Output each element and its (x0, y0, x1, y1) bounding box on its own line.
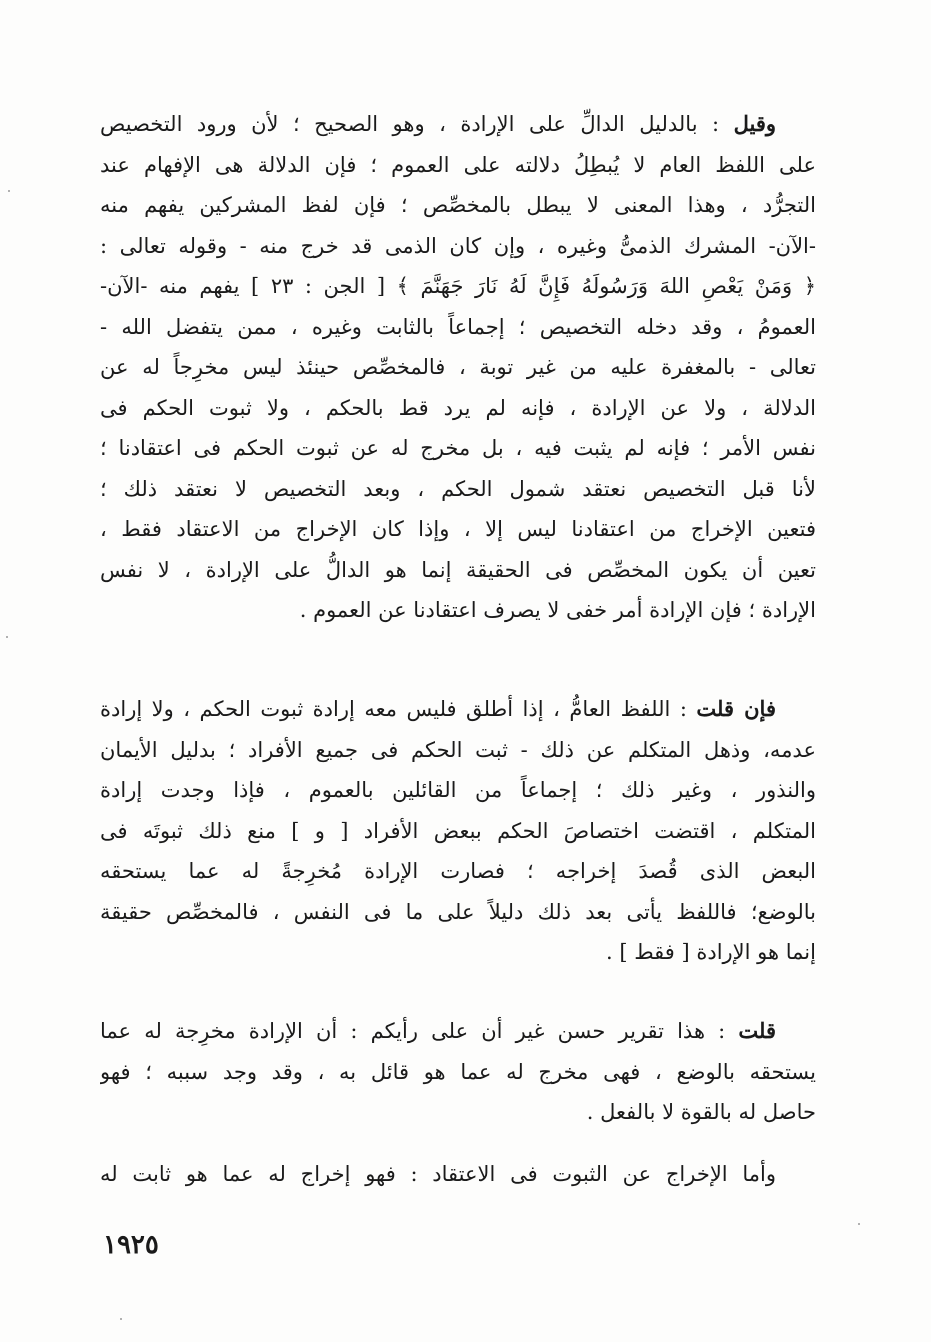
page-number: ١٩٢٥ (103, 1230, 159, 1260)
paragraph-lead-word: قلت (738, 1018, 776, 1043)
text-line: تعين أن يكون المخصِّص فى الحقيقة إنما هو الدالُّ على الإرادة ، لا نفس (100, 557, 816, 582)
text-line: إنما هو الإرادة [ فقط ] . (606, 940, 816, 964)
text-line: البعض الذى قُصدَ إخراجه ؛ فصارت الإرادة مُخرِجةً له عما يستحقه (100, 859, 816, 883)
text-line: المتكلم ، اقتضت اختصاصَ الحكم ببعض الأفراد [ و ] منع ذلك ثبوتَه فى (100, 818, 816, 843)
paragraph-2-body (100, 689, 816, 973)
text-line: الدلالة ، ولا عن الإرادة ، فإنه لم يرد قط بالحكم ، ولا ثبوت الحكم فى (100, 395, 816, 420)
text-line: قلت : هذا تقرير حسن غير أن على رأيكم : أن الإرادة مخرِجة له عما (100, 1018, 776, 1043)
text-line: فتعين الإخراج من اعتقادنا ليس إلا ، وإذا كان الإخراج من الاعتقاد فقط ، (100, 517, 816, 541)
text-line: ﴿ وَمَنْ يَعْصِ اللهَ وَرَسُولَهُ فَإِنَّ لَهُ نَارَ جَهَنَّمَ ﴾ [ الجن : ٢٣ ] يفهم منه -الآن- (100, 274, 816, 298)
text-line: يستحقه بالوضع ، فهى مخرج له عما هو قائل به ، وقد وجد سببه ؛ فهو (100, 1059, 816, 1084)
text-line: العمومُ ، وقد دخله التخصيص ؛ إجماعاً بالثابت وغيره ، ممن يتفضل الله - (100, 314, 816, 339)
text-line: عدمه، وذهل المتكلم عن ذلك - ثبت الحكم فى جميع الأفراد ؛ بدليل الأيمان (100, 737, 816, 762)
scan-speck (6, 636, 8, 638)
text-line: لأنا قبل التخصيص نعتقد شمول الحكم ، وبعد التخصيص لا نعتقد ذلك ؛ (100, 476, 816, 501)
text-line: -الآن- المشرك الذمىُّ وغيره ، وإن كان الذمى قد خرج منه - وقوله تعالى : (100, 233, 816, 258)
text-line: الإرادة ؛ فإن الإرادة أمر خفى لا يصرف اعتقادنا عن العموم . (299, 598, 816, 622)
text-line: وقيل : بالدليل الدالِّ على الإرادة ، وهو الصحيح ؛ لأن ورود التخصيص (100, 111, 776, 136)
text-line: والنذور ، وغير ذلك ؛ إجماعاً من القائلين بالعموم ، فإذا وجدت إرادة (100, 778, 816, 802)
scan-speck (120, 1318, 122, 1320)
paragraph-1-body (100, 104, 816, 631)
text-line: التجرُّد ، وهذا المعنى لا يبطل بالمخصِّص ؛ فإن لفظ المشركين يفهم منه (100, 193, 816, 217)
paragraph-wa-qila (100, 104, 816, 631)
text-line: على اللفظ العام لا يُبطِلُ دلالته على العموم ؛ فإن الدلالة هى الإفهام عند (100, 152, 816, 177)
paragraph-4-body (100, 1154, 816, 1195)
text-line: نفس الأمر ؛ فإنه لم يثبت فيه ، بل مخرج له عن ثبوت الحكم فى اعتقادنا ؛ (100, 436, 816, 460)
text-line: بالوضع؛ فاللفظ يأتى بعد ذلك دليلاً على ما فى النفس ، فالمخصِّص حقيقة (100, 899, 816, 924)
paragraph-3-body (100, 1011, 816, 1133)
paragraph-lead-word: وقيل (733, 111, 776, 136)
paragraph-wa-amma (100, 1154, 816, 1195)
text-line: وأما الإخراج عن الثبوت فى الاعتقاد : فهو إخراج له عما هو ثابت له (100, 1162, 776, 1186)
scan-speck (8, 190, 10, 192)
text-line: حاصل له بالقوة لا بالفعل . (586, 1100, 816, 1124)
paragraph-lead-word: فإن قلت (696, 696, 776, 721)
text-line: تعالى - بالمغفرة عليه من غير توبة ، فالمخصِّص حينئذ ليس مخرِجاً له عن (100, 355, 816, 379)
paragraph-fa-in-qulta (100, 689, 816, 973)
paragraph-qultu (100, 1011, 816, 1133)
text-line: فإن قلت : اللفظ العامُّ ، إذا أطلق فليس معه إرادة ثبوت الحكم ، ولا إرادة (100, 696, 776, 721)
scan-speck (858, 1223, 860, 1225)
